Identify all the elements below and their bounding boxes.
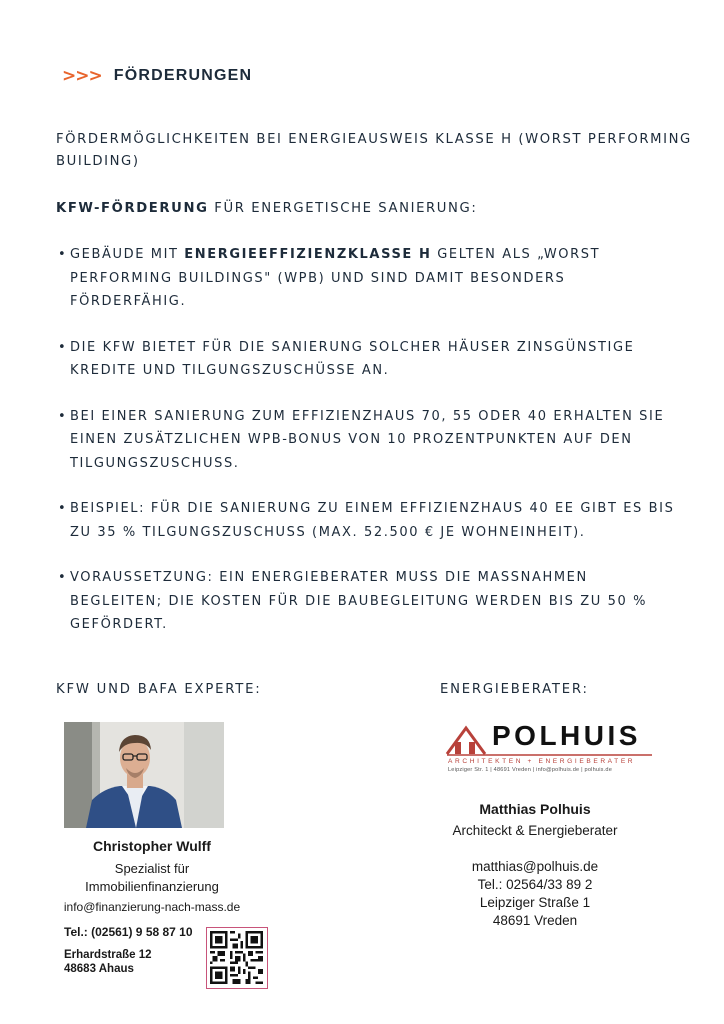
expert-name: Christopher Wulff (93, 838, 211, 854)
advisor-email-link[interactable]: matthias@polhuis.de (471, 859, 599, 874)
kfw-heading-bold: KFW-FÖRDERUNG (56, 201, 209, 216)
section-header (62, 66, 252, 86)
expert-role-line-2: Immobilienfinanzierung (85, 879, 219, 894)
logo-address-line: Leipziger Str. 1 | 48691 Vreden | info@polhuis.de | polhuis.de (448, 767, 613, 773)
advisor-role: Architeckt & Energieberater (452, 823, 618, 838)
bullet-text: BEI EINER SANIERUNG ZUM EFFIZIENZHAUS 70, 55 ODER 40 ERHALTEN SIE EINEN ZUSÄTZLICHEN WPB-BONUS VON 10 PROZENTPUNKTEN AUF DEN TILGUNGSZUSCHUSS. (70, 408, 665, 471)
bullet-text: VORAUSSETZUNG: EIN ENERGIEBERATER MUSS DIE MASSNAHMEN BEGLEITEN; DIE KOSTEN FÜR DIE BAUBEGLEITUNG WERDEN BIS ZU 50 % GEFÖRDERT. (70, 570, 648, 632)
bullet-dot-icon: • (58, 339, 68, 355)
advisor-column-title: ENERGIEBERATER: (440, 682, 589, 697)
list-item (58, 405, 678, 476)
bullet-text-pre: GEBÄUDE MIT (70, 247, 185, 262)
expert-city: 48683 Ahaus (64, 963, 134, 975)
advisor-street: Leipziger Straße 1 (479, 895, 591, 910)
triple-chevron-icon: >>> (62, 66, 102, 86)
qr-code-graphic (210, 931, 263, 984)
advisor-contact-block (420, 801, 650, 930)
advisor-phone[interactable]: Tel.: 02564/33 89 2 (477, 877, 593, 892)
expert-portrait-photo (64, 722, 224, 828)
expert-email-link[interactable]: info@finanzierung-nach-mass.de (63, 900, 241, 914)
expert-role-line-1: Spezialist für (114, 861, 190, 876)
expert-street: Erhardstraße 12 (64, 949, 152, 961)
logo-subtitle: ARCHITEKTEN + ENERGIEBERATER (448, 758, 636, 765)
list-item (58, 566, 678, 637)
logo-wordmark: POLHUIS (492, 720, 641, 751)
section-title: FÖRDERUNGEN (113, 67, 253, 84)
spacer (420, 840, 650, 858)
intro-text: FÖRDERMÖGLICHKEITEN BEI ENERGIEAUSWEIS KLASSE H (WORST PERFORMING BUILDING) (56, 132, 692, 169)
bullet-dot-icon: • (58, 570, 68, 585)
advisor-name: Matthias Polhuis (479, 801, 591, 817)
bullet-dot-icon: • (58, 408, 68, 424)
polhuis-logo (444, 718, 656, 780)
bullet-text: BEISPIEL: FÜR DIE SANIERUNG ZU EINEM EFFIZIENZHAUS 40 EE GIBT ES BIS ZU 35 % TILGUNGSZUSCHUSS (MAX. 52.500 € JE WOHNEINHEIT). (70, 501, 675, 540)
kfw-heading (56, 198, 477, 220)
advisor-city: 48691 Vreden (492, 913, 578, 928)
expert-address (64, 948, 152, 976)
bullet-text: DIE KFW BIETET FÜR DIE SANIERUNG SOLCHER HÄUSER ZINSGÜNSTIGE KREDITE UND TILGUNGSZUSCHÜSSE AN. (70, 339, 635, 378)
qr-code-icon[interactable] (206, 927, 268, 989)
portrait-illustration (64, 722, 224, 828)
list-item (58, 336, 678, 383)
list-item (58, 243, 678, 314)
bullet-text-post: GELTEN ALS „WORST PERFORMING BUILDINGS" (WPB) UND SIND DAMIT BESONDERS FÖRDERFÄHIG. (70, 247, 601, 309)
bullet-dot-icon: • (58, 501, 68, 516)
expert-contact-block (52, 838, 252, 914)
funding-bullet-list (58, 243, 678, 659)
bullet-dot-icon: • (58, 247, 68, 262)
expert-column-title: KFW UND BAFA EXPERTE: (56, 682, 262, 697)
bullet-text-bold: ENERGIEEFFIZIENZKLASSE H (184, 247, 432, 262)
kfw-heading-rest: FÜR ENERGETISCHE SANIERUNG: (208, 201, 478, 216)
expert-phone[interactable]: Tel.: (02561) 9 58 87 10 (64, 925, 193, 939)
list-item (58, 497, 678, 544)
